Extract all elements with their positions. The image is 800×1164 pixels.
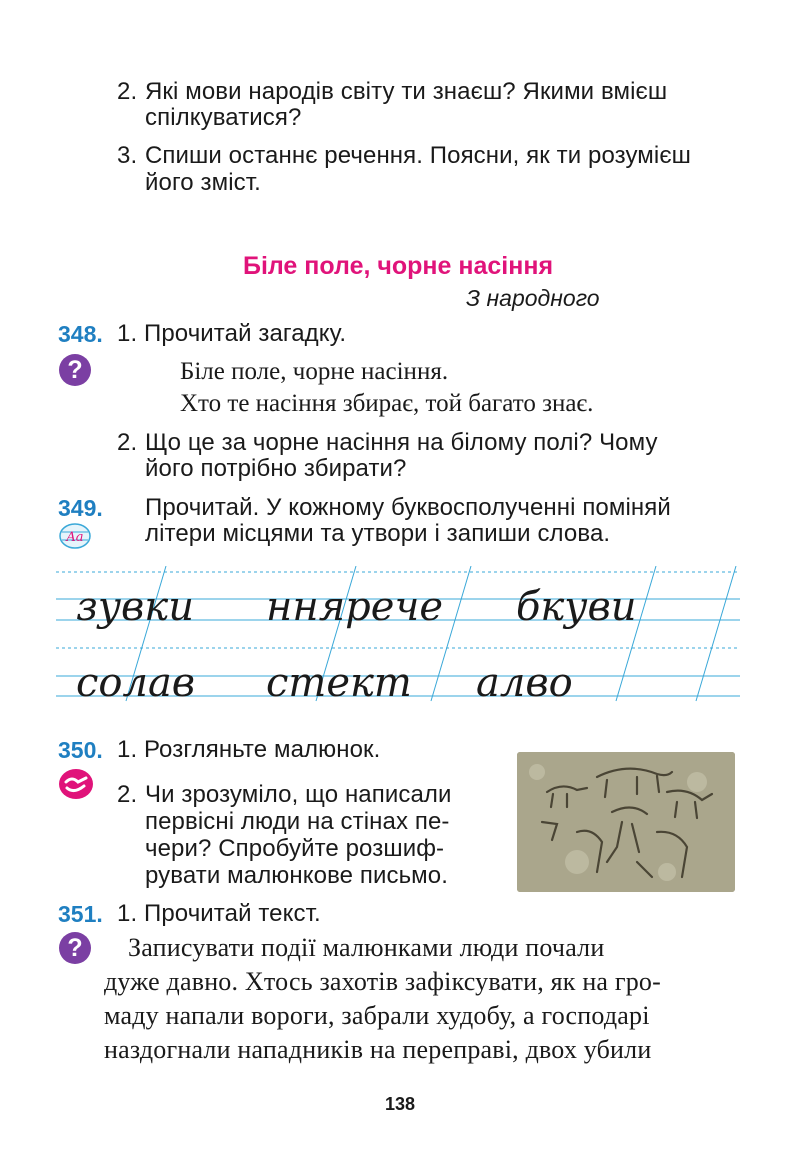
question-icon: ? — [59, 932, 91, 964]
exercise-number-348: 348. — [58, 321, 103, 347]
riddle-line: Біле поле, чорне насіння. — [180, 358, 449, 385]
cursive-word: алвo — [476, 660, 573, 706]
ex349-line: літери місцями та утвори і запиши слова. — [145, 520, 611, 547]
item-number: 2. — [117, 429, 138, 456]
ex348-item2-line: його потрібно збирати? — [145, 455, 407, 482]
cursive-word: солав — [76, 660, 196, 706]
svg-text:Aa: Aa — [66, 530, 84, 545]
writing-icon — [58, 522, 92, 550]
ex349-line: Прочитай. У кожному буквосполученні поміняй — [145, 494, 671, 521]
item-number: 3. — [117, 142, 138, 169]
section-subtitle: З народного — [466, 285, 600, 311]
ex350-item2-line: рувати малюнкове письмо. — [145, 862, 448, 889]
riddle-line: Хто те насіння збирає, той багато знає. — [180, 390, 594, 417]
pair-work-icon — [58, 768, 94, 802]
text-line: Записувати події малюнками люди почали — [128, 933, 605, 962]
text-line: дуже давно. Хтось захотів зафіксувати, як на гро- — [104, 967, 661, 996]
handwriting-lines — [56, 566, 740, 706]
exercise-number-351: 351. — [58, 901, 103, 927]
ex350-item2-line: чери? Спробуйте розшиф- — [145, 835, 445, 862]
exercise-number-349: 349. — [58, 495, 103, 521]
item-line: Які мови народів світу ти знаєш? Якими вмієш — [145, 78, 668, 105]
cursive-word: ннярече — [266, 584, 444, 630]
item-number: 2. — [117, 781, 138, 808]
item-line: Спиши останнє речення. Поясни, як ти розумієш — [145, 142, 692, 169]
ex350-item2-line: первісні люди на стінах пе- — [145, 808, 450, 835]
cave-painting-image — [517, 752, 735, 892]
ex351-item1: 1. Прочитай текст. — [117, 900, 321, 927]
ex350-item2-line: Чи зрозуміло, що написали — [145, 781, 452, 808]
ex348-item2-line: Що це за чорне насіння на білому полі? Чому — [145, 429, 658, 456]
cave-drawings — [517, 752, 735, 892]
page-number: 138 — [384, 1094, 416, 1114]
item-line: спілкуватися? — [145, 104, 302, 131]
ex348-item1: 1. Прочитай загадку. — [117, 320, 347, 347]
exercise-number-350: 350. — [58, 737, 103, 763]
section-title: Біле поле, чорне насіння — [242, 252, 554, 280]
text-line: маду напали вороги, забрали худобу, а господарі — [104, 1001, 650, 1030]
cursive-word: стект — [266, 660, 412, 706]
item-line: його зміст. — [145, 169, 261, 196]
cursive-word: бкуви — [516, 584, 637, 630]
item-number: 2. — [117, 78, 138, 105]
ex350-item1: 1. Розгляньте малюнок. — [117, 736, 381, 763]
question-icon: ? — [59, 354, 91, 386]
cursive-word: зувки — [76, 584, 194, 630]
text-line: наздогнали нападників на переправі, двох убили — [104, 1035, 652, 1064]
